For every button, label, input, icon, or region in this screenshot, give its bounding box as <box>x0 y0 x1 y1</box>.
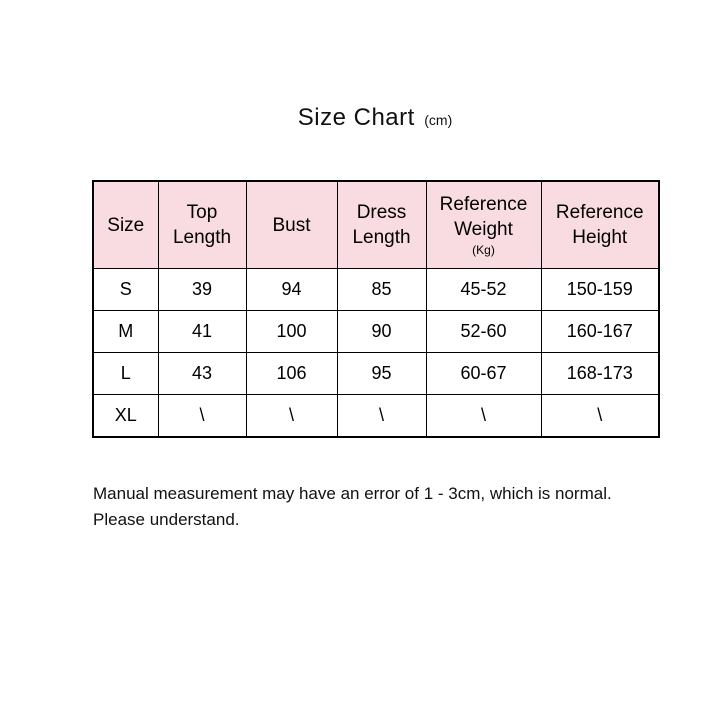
cell-weight: \ <box>426 395 541 438</box>
cell-top-length: 41 <box>158 311 246 353</box>
cell-height: 160-167 <box>541 311 659 353</box>
header-cell-dress-length: Dress Length <box>337 181 426 269</box>
header-cell-bust: Bust <box>246 181 337 269</box>
header-row <box>93 181 659 269</box>
table-row-xl <box>93 395 659 438</box>
size-chart-table <box>92 180 660 438</box>
page-title-text: Size Chart <box>297 104 415 131</box>
page-title <box>92 104 658 132</box>
cell-dress-length: 90 <box>337 311 426 353</box>
cell-weight: 52-60 <box>426 311 541 353</box>
cell-size: XL <box>93 395 158 438</box>
cell-size: S <box>93 269 158 311</box>
cell-size: L <box>93 353 158 395</box>
cell-top-length: 39 <box>158 269 246 311</box>
page-title-unit: (cm) <box>424 112 453 128</box>
cell-size: M <box>93 311 158 353</box>
cell-weight: 60-67 <box>426 353 541 395</box>
table-row-s <box>93 269 659 311</box>
reference-weight-label: Reference Weight <box>439 194 528 240</box>
cell-dress-length: \ <box>337 395 426 438</box>
table-row-m <box>93 311 659 353</box>
cell-height: 150-159 <box>541 269 659 311</box>
cell-bust: \ <box>246 395 337 438</box>
cell-bust: 94 <box>246 269 337 311</box>
cell-height: \ <box>541 395 659 438</box>
header-cell-reference-weight <box>426 181 541 269</box>
header-cell-reference-height: Reference Height <box>541 181 659 269</box>
cell-dress-length: 85 <box>337 269 426 311</box>
cell-top-length: 43 <box>158 353 246 395</box>
cell-top-length: \ <box>158 395 246 438</box>
measurement-note-line2: Please understand. <box>93 510 240 529</box>
cell-height: 168-173 <box>541 353 659 395</box>
cell-dress-length: 95 <box>337 353 426 395</box>
cell-bust: 106 <box>246 353 337 395</box>
measurement-note <box>93 481 673 533</box>
header-cell-size: Size <box>93 181 158 269</box>
header-cell-top-length: Top Length <box>158 181 246 269</box>
weight-unit-label: (Kg) <box>472 243 495 257</box>
cell-weight: 45-52 <box>426 269 541 311</box>
measurement-note-line1: Manual measurement may have an error of 1 - 3cm, which is normal. <box>93 484 612 503</box>
cell-bust: 100 <box>246 311 337 353</box>
table-row-l <box>93 353 659 395</box>
